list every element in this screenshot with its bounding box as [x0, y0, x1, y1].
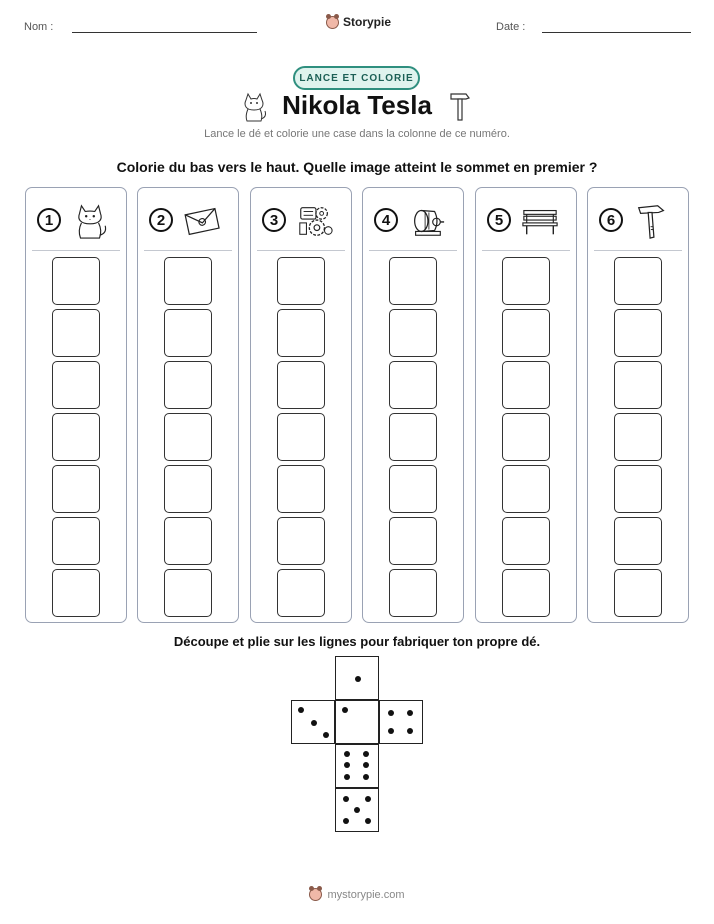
- color-box[interactable]: [614, 309, 662, 357]
- die-face-1: [335, 700, 379, 744]
- color-box[interactable]: [389, 413, 437, 461]
- color-box[interactable]: [52, 257, 100, 305]
- color-box[interactable]: [502, 569, 550, 617]
- color-box[interactable]: [502, 465, 550, 513]
- color-box[interactable]: [614, 413, 662, 461]
- date-label: Date :: [496, 21, 526, 33]
- column-number: 4: [374, 208, 398, 232]
- hammer-title-icon: [448, 90, 472, 122]
- column-number: 1: [37, 208, 61, 232]
- footer: [0, 888, 714, 901]
- brand-logo: [326, 15, 391, 29]
- die-face-5: [335, 788, 379, 832]
- cat-icon: [71, 202, 109, 240]
- color-box[interactable]: [389, 465, 437, 513]
- column-divider: [144, 250, 232, 251]
- color-box[interactable]: [52, 465, 100, 513]
- color-box[interactable]: [614, 257, 662, 305]
- envelope-icon: [183, 202, 221, 240]
- color-box[interactable]: [164, 361, 212, 409]
- column-4: [362, 187, 464, 623]
- instruction: Colorie du bas vers le haut. Quelle image atteint le sommet en premier ?: [116, 159, 598, 175]
- color-box[interactable]: [52, 413, 100, 461]
- color-box[interactable]: [389, 569, 437, 617]
- color-box[interactable]: [389, 361, 437, 409]
- column-3: [250, 187, 352, 623]
- color-box[interactable]: [502, 361, 550, 409]
- color-box[interactable]: [277, 413, 325, 461]
- color-box[interactable]: [389, 257, 437, 305]
- color-box[interactable]: [164, 517, 212, 565]
- column-divider: [594, 250, 682, 251]
- column-6: [587, 187, 689, 623]
- color-box[interactable]: [389, 517, 437, 565]
- cut-instruction: Découpe et plie sur les lignes pour fabriquer ton propre dé.: [173, 634, 541, 649]
- color-box[interactable]: [277, 465, 325, 513]
- die-face-6: [335, 744, 379, 788]
- color-box[interactable]: [277, 309, 325, 357]
- electric-motor-icon: [408, 202, 446, 240]
- color-box[interactable]: [502, 517, 550, 565]
- footer-url[interactable]: mystorypie.com: [327, 888, 405, 901]
- column-divider: [482, 250, 570, 251]
- color-box[interactable]: [614, 361, 662, 409]
- color-box[interactable]: [614, 517, 662, 565]
- column-number: 5: [487, 208, 511, 232]
- color-box[interactable]: [164, 465, 212, 513]
- color-box[interactable]: [52, 569, 100, 617]
- color-box[interactable]: [502, 309, 550, 357]
- hammer-icon: [633, 202, 671, 240]
- circuit-gears-icon: [296, 202, 334, 240]
- date-line[interactable]: [542, 32, 691, 33]
- bear-icon: [309, 888, 322, 901]
- die-net: [290, 656, 424, 834]
- color-box[interactable]: [614, 569, 662, 617]
- color-box[interactable]: [277, 569, 325, 617]
- column-divider: [257, 250, 345, 251]
- column-1: [25, 187, 127, 623]
- column-number: 6: [599, 208, 623, 232]
- color-box[interactable]: [277, 361, 325, 409]
- color-box[interactable]: [277, 517, 325, 565]
- activity-badge: LANCE ET COLORIE: [293, 66, 420, 90]
- color-box[interactable]: [164, 413, 212, 461]
- column-number: 3: [262, 208, 286, 232]
- column-2: [137, 187, 239, 623]
- column-5: [475, 187, 577, 623]
- color-box[interactable]: [277, 257, 325, 305]
- die-face-4: [379, 700, 423, 744]
- column-divider: [369, 250, 457, 251]
- color-box[interactable]: [164, 257, 212, 305]
- color-box[interactable]: [502, 413, 550, 461]
- die-face-1: [335, 656, 379, 700]
- die-face-3: [291, 700, 335, 744]
- page-title: Nikola Tesla: [282, 90, 432, 120]
- name-line[interactable]: [72, 32, 257, 33]
- color-box[interactable]: [502, 257, 550, 305]
- bench-icon: [521, 202, 559, 240]
- color-box[interactable]: [389, 309, 437, 357]
- color-box[interactable]: [52, 517, 100, 565]
- color-box[interactable]: [52, 309, 100, 357]
- color-box[interactable]: [164, 569, 212, 617]
- brand-name: Storypie: [343, 15, 392, 29]
- subtitle: Lance le dé et colorie une case dans la colonne de ce numéro.: [204, 128, 510, 140]
- column-number: 2: [149, 208, 173, 232]
- color-box[interactable]: [52, 361, 100, 409]
- column-divider: [32, 250, 120, 251]
- color-box[interactable]: [614, 465, 662, 513]
- color-box[interactable]: [164, 309, 212, 357]
- bear-icon: [326, 16, 339, 29]
- name-label: Nom :: [24, 21, 54, 33]
